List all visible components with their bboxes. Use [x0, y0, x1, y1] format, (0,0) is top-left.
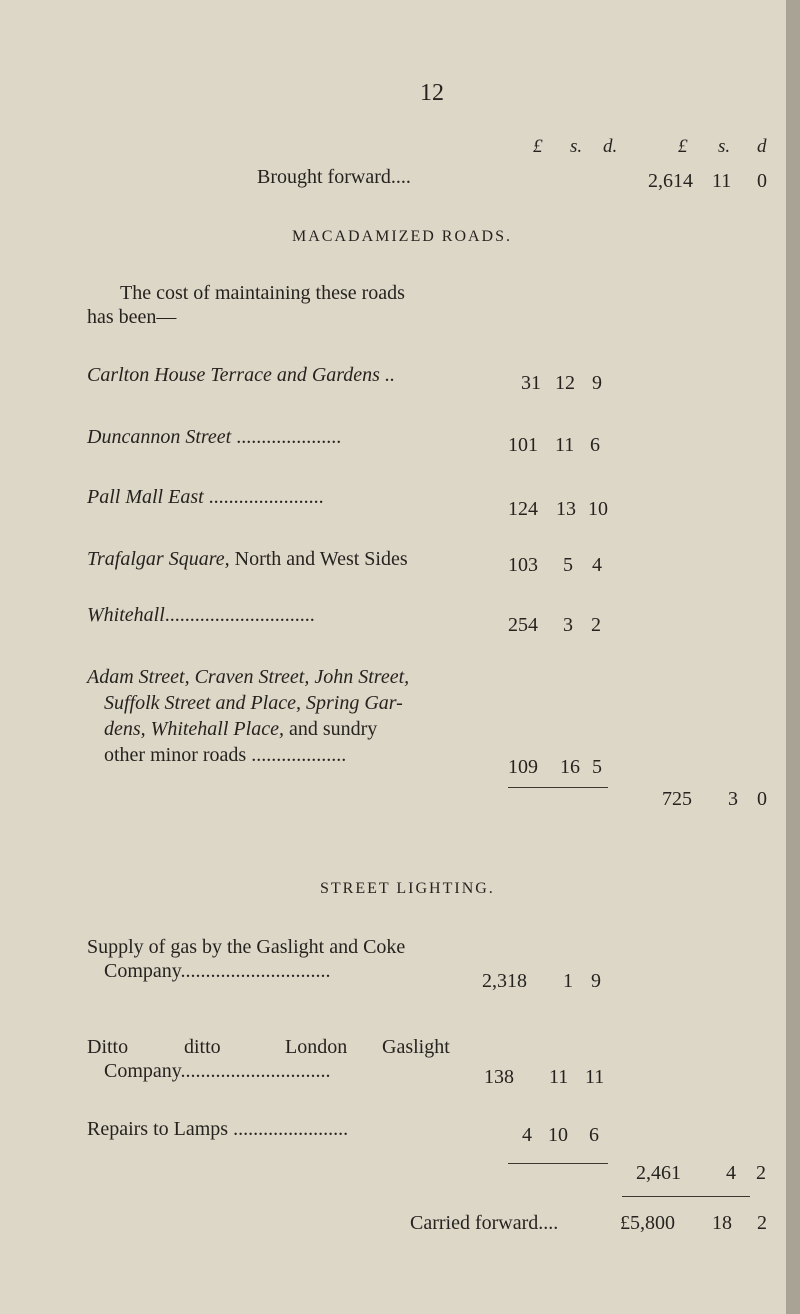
gas-supply-pence: 9 — [591, 970, 601, 992]
item-row-trafalgar — [87, 548, 408, 571]
other-roads-line-3-rest: and sundry — [283, 718, 378, 740]
header-pounds-1: £ — [533, 136, 543, 157]
header-pence-1: d. — [603, 136, 618, 157]
total-rule — [622, 1196, 750, 1197]
item-pence-other: 5 — [592, 756, 602, 778]
item-label-trafalgar-sides: North and West Sides — [229, 548, 408, 570]
item-row-whitehall — [87, 604, 315, 627]
item-shillings-whitehall: 3 — [563, 614, 573, 636]
item-label-trafalgar: Trafalgar Square, — [87, 548, 230, 570]
item-pence-whitehall: 2 — [591, 614, 601, 636]
page-edge — [786, 0, 800, 1314]
other-roads-line-3-places: dens, Whitehall Place, — [104, 718, 284, 740]
gas-supply-line-1: Supply of gas by the Gaslight and Coke — [87, 936, 406, 958]
ditto-shillings: 11 — [549, 1066, 569, 1088]
other-roads-line-4 — [104, 744, 346, 767]
carried-forward-label: Carried forward.... — [410, 1212, 559, 1234]
header-shillings-2: s. — [718, 136, 731, 157]
ditto-line-1c: London — [285, 1036, 348, 1058]
subtotal-rule-lighting — [508, 1163, 608, 1164]
other-roads-line-3 — [104, 718, 377, 741]
item-pence-duncannon: 6 — [590, 434, 600, 456]
item-pounds-pall-mall: 124 — [508, 498, 538, 520]
leader-dots: ....................... — [228, 1118, 349, 1140]
ditto-line-1a: Ditto — [87, 1036, 129, 1058]
section-heading-macadamized: MACADAMIZED ROADS. — [292, 228, 513, 245]
macadamized-total-pounds: 725 — [662, 788, 692, 810]
macadamized-total-shillings: 3 — [728, 788, 738, 810]
header-pence-2: d — [757, 136, 767, 157]
item-shillings-duncannon: 11 — [555, 434, 575, 456]
other-roads-line-1: Adam Street, Craven Street, John Street, — [87, 666, 410, 688]
item-label-pall-mall: Pall Mall East — [87, 486, 204, 508]
leader-dots: ....................... — [203, 486, 324, 508]
other-roads-line-2: Suffolk Street and Place, Spring Gar- — [104, 692, 403, 714]
leader-dots: ................... — [246, 744, 347, 766]
ditto-line-1d: Gaslight — [382, 1036, 450, 1058]
item-pence-trafalgar: 4 — [592, 554, 602, 576]
item-pounds-trafalgar: 103 — [508, 554, 538, 576]
brought-forward-pounds: 2,614 — [648, 170, 693, 192]
section-heading-lighting: STREET LIGHTING. — [320, 880, 495, 897]
carried-forward-shillings: 18 — [712, 1212, 732, 1234]
item-row-pall-mall — [87, 486, 324, 509]
ditto-line-2 — [104, 1060, 330, 1083]
leader-dots: ..................... — [231, 426, 342, 448]
ditto-line-1b: ditto — [184, 1036, 221, 1058]
leader-dots: .............................. — [180, 960, 331, 982]
item-pounds-carlton: 31 — [521, 372, 541, 394]
lighting-total-shillings: 4 — [726, 1162, 736, 1184]
item-shillings-trafalgar: 5 — [563, 554, 573, 576]
item-shillings-other: 16 — [560, 756, 580, 778]
item-pounds-other: 109 — [508, 756, 538, 778]
gas-supply-company: Company — [104, 960, 181, 982]
item-pounds-whitehall: 254 — [508, 614, 538, 636]
item-label-whitehall: Whitehall — [87, 604, 165, 626]
intro-line-1: The cost of maintaining these roads — [120, 282, 405, 304]
gas-supply-line-2 — [104, 960, 330, 983]
lighting-total-pounds: 2,461 — [636, 1162, 681, 1184]
header-pounds-2: £ — [678, 136, 688, 157]
ditto-pounds: 138 — [484, 1066, 514, 1088]
subtotal-rule-macadamized — [508, 787, 608, 788]
macadamized-total-pence: 0 — [757, 788, 767, 810]
ditto-company: Company — [104, 1060, 181, 1082]
gas-supply-shillings: 1 — [563, 970, 573, 992]
brought-forward-shillings: 11 — [712, 170, 732, 192]
brought-forward-label: Brought forward.... — [257, 166, 411, 188]
item-pence-pall-mall: 10 — [588, 498, 608, 520]
item-shillings-carlton: 12 — [555, 372, 575, 394]
carried-forward-pence: 2 — [757, 1212, 767, 1234]
other-roads-line-4-text: other minor roads — [104, 744, 247, 766]
leader-dots: .............................. — [180, 1060, 331, 1082]
item-pounds-duncannon: 101 — [508, 434, 538, 456]
header-shillings-1: s. — [570, 136, 583, 157]
item-label-duncannon: Duncannon Street — [87, 426, 232, 448]
ditto-pence: 11 — [585, 1066, 605, 1088]
gas-supply-pounds: 2,318 — [482, 970, 527, 992]
lighting-total-pence: 2 — [756, 1162, 766, 1184]
brought-forward-pence: 0 — [757, 170, 767, 192]
repairs-label: Repairs to Lamps — [87, 1118, 229, 1140]
repairs-pence: 6 — [589, 1124, 599, 1146]
repairs-pounds: 4 — [522, 1124, 532, 1146]
item-pence-carlton: 9 — [592, 372, 602, 394]
repairs-row — [87, 1118, 348, 1141]
page-number: 12 — [420, 80, 444, 106]
carried-forward-pounds: £5,800 — [620, 1212, 675, 1234]
item-shillings-pall-mall: 13 — [556, 498, 576, 520]
repairs-shillings: 10 — [548, 1124, 568, 1146]
leader-dots: .............................. — [164, 604, 315, 626]
item-label-carlton: Carlton House Terrace and Gardens .. — [87, 364, 395, 386]
item-row-duncannon — [87, 426, 341, 449]
intro-line-2: has been— — [87, 306, 177, 328]
